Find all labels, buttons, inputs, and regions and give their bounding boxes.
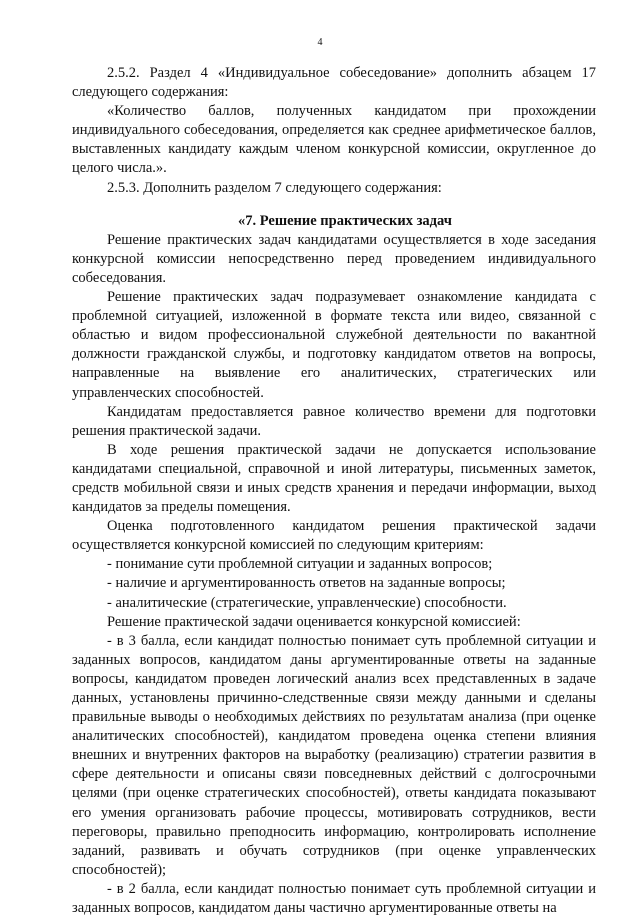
paragraph-scoring-intro: Решение практической задачи оценивается конкурсной комиссией:	[107, 613, 521, 630]
paragraph-equal-time: Кандидатам предоставляется равное количество времени для подготовки решения практической задачи.	[72, 403, 596, 439]
criteria-item-arguments: - наличие и аргументированность ответов на заданные вопросы;	[107, 575, 506, 592]
paragraph-2-5-2: 2.5.2. Раздел 4 «Индивидуальное собеседование» дополнить абзацем 17 следующего содержания:	[72, 65, 596, 101]
scoring-item-3-points: - в 3 балла, если кандидат полностью понимает суть проблемной ситуации и заданных вопросов, кандидатом даны аргументированные ответы на заданные вопросы, кандидатом проведен логический анализ всех представленных в задаче данных, установлены причинно-следственные связи между данными и сделаны правильные выводы о необходимых действиях по результатам анализа (при оценке аналитических способностей), кандидатом проведена оценка степени влияния внешних и внутренних факторов на выработку (реализацию) стратегии развития в сфере деятельности и описаны связи повседневных действий с долгосрочными целями (при оценке стратегических способностей), ответы кандидата показывают его умения организовать рабочие процессы, мотивировать сотрудников, вести переговоры, правильно преподносить информацию, контролировать исполнение заданий, развивать и обучать сотрудников (при оценке управленческих способностей);	[72, 632, 596, 878]
paragraph-criteria-intro: Оценка подготовленного кандидатом решения практической задачи осуществляется конкурсной комиссией по следующим критериям:	[72, 518, 596, 554]
criteria-item-understanding: - понимание сути проблемной ситуации и заданных вопросов;	[107, 556, 493, 573]
paragraph-2-5-3: 2.5.3. Дополнить разделом 7 следующего содержания:	[107, 179, 442, 196]
paragraph-restrictions: В ходе решения практической задачи не допускается использование кандидатами специальной, справочной и иной литературы, письменных заметок, средств мобильной связи и иных средств хранения и передачи информации, выход кандидатов за пределы помещения.	[72, 441, 596, 516]
paragraph-quote-score: «Количество баллов, полученных кандидатом при прохождении индивидуального собеседования, определяется как среднее арифметическое баллов, выставленных кандидату каждым членом конкурсной комиссии, округленное до целого числа.».	[72, 103, 596, 177]
criteria-item-abilities: - аналитические (стратегические, управленческие) способности.	[107, 594, 507, 611]
scoring-item-2-points: - в 2 балла, если кандидат полностью понимает суть проблемной ситуации и заданных вопросов, кандидатом даны частично аргументированные ответы на	[72, 880, 596, 917]
page-number: 4	[317, 37, 323, 48]
section-heading: «7. Решение практических задач	[238, 212, 452, 229]
document-body	[72, 64, 596, 918]
paragraph-tasks-definition: Решение практических задач подразумевает ознакомление кандидата с проблемной ситуацией, изложенной в формате текста или видео, связанной с областью и видом профессиональной служебной деятельности по вакантной должности гражданской службы, и подготовку кандидатом ответов на вопросы, направленные на выявление его аналитических, стратегических или управленческих способностей.	[72, 289, 596, 401]
paragraph-tasks-timing: Решение практических задач кандидатами осуществляется в ходе заседания конкурсной комиссии непосредственно перед проведением индивидуального собеседования.	[72, 231, 596, 286]
